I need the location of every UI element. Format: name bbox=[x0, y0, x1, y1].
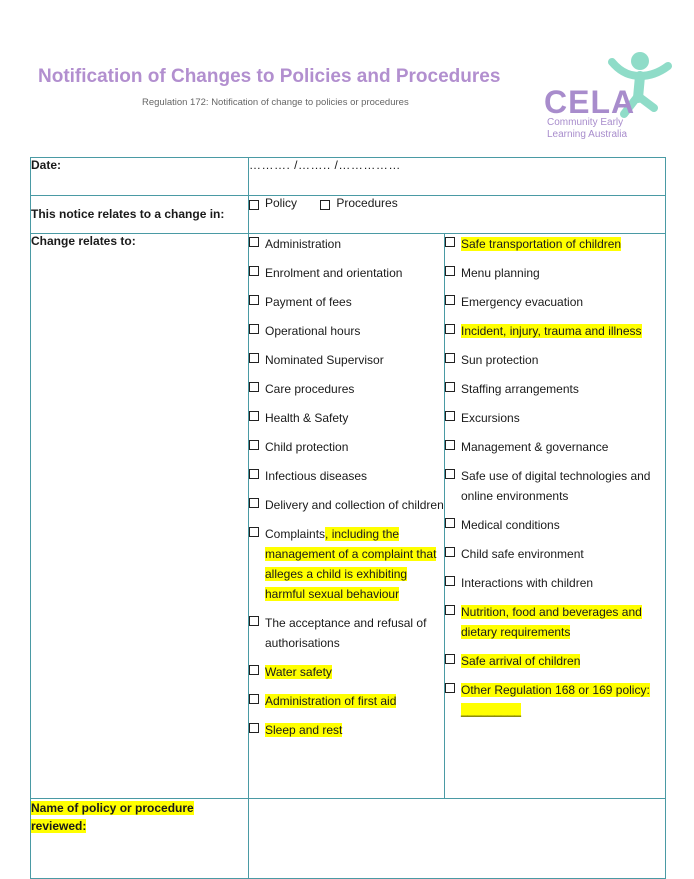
change-option[interactable] bbox=[249, 613, 444, 653]
notice-options bbox=[249, 196, 666, 234]
change-option[interactable] bbox=[249, 495, 444, 515]
checkbox[interactable] bbox=[445, 382, 455, 392]
change-option-label bbox=[265, 437, 444, 457]
option-label: Procedures bbox=[336, 196, 398, 210]
option-text: Delivery and collection of children bbox=[265, 498, 444, 512]
checkbox[interactable] bbox=[249, 440, 259, 450]
checkbox[interactable] bbox=[445, 324, 455, 334]
change-option-label bbox=[461, 651, 665, 671]
checkbox[interactable] bbox=[249, 266, 259, 276]
change-option-label bbox=[265, 613, 444, 653]
change-option[interactable] bbox=[445, 466, 665, 506]
change-option-label bbox=[461, 234, 665, 254]
option-highlighted-text: Administration of first aid bbox=[265, 694, 397, 708]
option-highlighted-text: Safe arrival of children bbox=[461, 654, 581, 668]
option-highlighted-text: Incident, injury, trauma and illness bbox=[461, 324, 642, 338]
option-text: Operational hours bbox=[265, 324, 361, 338]
change-option-label bbox=[265, 234, 444, 254]
page-title: Notification of Changes to Policies and Procedures bbox=[38, 66, 501, 87]
change-option-label bbox=[265, 321, 444, 341]
change-options-left bbox=[249, 234, 445, 799]
checkbox[interactable] bbox=[249, 411, 259, 421]
change-option-label bbox=[265, 662, 444, 682]
name-of-policy-field[interactable] bbox=[249, 799, 666, 879]
checkbox[interactable] bbox=[249, 295, 259, 305]
change-label: Change relates to: bbox=[31, 234, 249, 799]
option-procedures[interactable] bbox=[320, 196, 397, 210]
change-option-label bbox=[461, 515, 665, 535]
change-option[interactable] bbox=[445, 651, 665, 671]
change-option-label bbox=[265, 408, 444, 428]
option-highlighted-text: Safe transportation of children bbox=[461, 237, 622, 251]
option-text: Interactions with children bbox=[461, 576, 594, 590]
checkbox[interactable] bbox=[249, 324, 259, 334]
change-option[interactable] bbox=[249, 662, 444, 682]
change-option-label bbox=[461, 292, 665, 312]
checkbox[interactable] bbox=[249, 469, 259, 479]
page-subtitle: Regulation 172: Notification of change to policies or procedures bbox=[142, 97, 409, 108]
name-of-policy-text: Name of policy or procedure reviewed: bbox=[31, 801, 194, 833]
checkbox[interactable] bbox=[445, 654, 455, 664]
change-options-right bbox=[445, 234, 666, 799]
checkbox[interactable] bbox=[445, 440, 455, 450]
change-option[interactable] bbox=[249, 408, 444, 428]
option-text: Medical conditions bbox=[461, 518, 560, 532]
option-text: Staffing arrangements bbox=[461, 382, 579, 396]
option-text: Menu planning bbox=[461, 266, 540, 280]
checkbox[interactable] bbox=[249, 616, 259, 626]
date-field[interactable]: ………. /…….. /…………… bbox=[249, 158, 666, 196]
change-option[interactable] bbox=[249, 524, 444, 604]
change-option-label bbox=[265, 350, 444, 370]
logo-tagline bbox=[547, 117, 627, 141]
change-option[interactable] bbox=[249, 350, 444, 370]
checkbox[interactable] bbox=[249, 694, 259, 704]
change-option[interactable] bbox=[445, 350, 665, 370]
change-option-label bbox=[461, 602, 665, 642]
option-highlighted-text: Nutrition, food and beverages and dietary requirements bbox=[461, 605, 642, 639]
option-policy[interactable] bbox=[249, 196, 297, 210]
change-option-label bbox=[461, 379, 665, 399]
checkbox[interactable] bbox=[249, 200, 259, 210]
option-text: Health & Safety bbox=[265, 411, 349, 425]
option-text: Safe use of digital technologies and online environments bbox=[461, 469, 651, 503]
change-option-label bbox=[265, 691, 444, 711]
option-text: Management & governance bbox=[461, 440, 609, 454]
checkbox[interactable] bbox=[445, 295, 455, 305]
change-option-label bbox=[265, 720, 444, 740]
change-option[interactable] bbox=[445, 544, 665, 564]
change-option[interactable] bbox=[445, 437, 665, 457]
change-option[interactable] bbox=[445, 515, 665, 535]
option-text: Child safe environment bbox=[461, 547, 584, 561]
option-highlighted-text: Water safety bbox=[265, 665, 332, 679]
option-highlighted-text: , including the management of a complaint that alleges a child is exhibiting harmful sexual behaviour bbox=[265, 527, 437, 601]
cela-logo bbox=[544, 50, 674, 145]
change-option-label bbox=[265, 495, 444, 515]
change-option[interactable] bbox=[445, 321, 665, 341]
change-option[interactable] bbox=[445, 408, 665, 428]
change-option-label bbox=[265, 466, 444, 486]
change-option[interactable] bbox=[445, 234, 665, 254]
checkbox[interactable] bbox=[445, 547, 455, 557]
change-option-label bbox=[461, 437, 665, 457]
option-label: Policy bbox=[265, 196, 298, 210]
checkbox[interactable] bbox=[249, 665, 259, 675]
change-option-label bbox=[265, 524, 444, 604]
change-option-label bbox=[265, 292, 444, 312]
change-option-label bbox=[461, 680, 665, 720]
change-option[interactable] bbox=[249, 437, 444, 457]
change-option-label bbox=[461, 321, 665, 341]
checkbox[interactable] bbox=[249, 723, 259, 733]
option-text: Complaints bbox=[265, 527, 326, 541]
change-option[interactable] bbox=[445, 263, 665, 283]
change-option[interactable] bbox=[249, 691, 444, 711]
notice-label: This notice relates to a change in: bbox=[31, 196, 249, 234]
checkbox[interactable] bbox=[445, 411, 455, 421]
checkbox[interactable] bbox=[445, 353, 455, 363]
change-option-label bbox=[461, 408, 665, 428]
checkbox[interactable] bbox=[249, 382, 259, 392]
logo-tagline-line-2: Learning Australia bbox=[547, 129, 628, 140]
name-of-policy-label bbox=[31, 799, 249, 879]
option-text: Excursions bbox=[461, 411, 520, 425]
change-option-label bbox=[265, 379, 444, 399]
change-option[interactable] bbox=[445, 680, 665, 720]
checkbox[interactable] bbox=[249, 498, 259, 508]
option-highlighted-text: Sleep and rest bbox=[265, 723, 343, 737]
notification-form bbox=[30, 157, 666, 879]
checkbox[interactable] bbox=[445, 576, 455, 586]
change-option[interactable] bbox=[249, 263, 444, 283]
option-text: Sun protection bbox=[461, 353, 539, 367]
change-option[interactable] bbox=[249, 321, 444, 341]
date-label: Date: bbox=[31, 158, 249, 196]
change-option[interactable] bbox=[445, 292, 665, 312]
change-option[interactable] bbox=[249, 234, 444, 254]
change-option[interactable] bbox=[249, 379, 444, 399]
option-text: Infectious diseases bbox=[265, 469, 368, 483]
logo-wordmark: CELA bbox=[544, 84, 636, 120]
checkbox[interactable] bbox=[445, 469, 455, 479]
change-option[interactable] bbox=[445, 573, 665, 593]
option-text: The acceptance and refusal of authorisations bbox=[265, 616, 427, 650]
change-option-label bbox=[461, 466, 665, 506]
change-option-label bbox=[461, 263, 665, 283]
change-option[interactable] bbox=[249, 292, 444, 312]
checkbox[interactable] bbox=[320, 200, 330, 210]
checkbox[interactable] bbox=[249, 237, 259, 247]
logo-tagline-line-1: Community Early bbox=[547, 117, 624, 128]
change-option[interactable] bbox=[249, 720, 444, 740]
checkbox[interactable] bbox=[445, 683, 455, 693]
option-text: Nominated Supervisor bbox=[265, 353, 384, 367]
option-text: Enrolment and orientation bbox=[265, 266, 403, 280]
change-option[interactable] bbox=[249, 466, 444, 486]
option-text: Payment of fees bbox=[265, 295, 352, 309]
option-highlighted-text: Other Regulation 168 or 169 policy: _________ bbox=[461, 683, 650, 717]
option-text: Care procedures bbox=[265, 382, 355, 396]
checkbox[interactable] bbox=[249, 527, 259, 537]
checkbox[interactable] bbox=[445, 237, 455, 247]
change-option-label bbox=[461, 350, 665, 370]
option-text: Emergency evacuation bbox=[461, 295, 584, 309]
checkbox[interactable] bbox=[445, 605, 455, 615]
checkbox[interactable] bbox=[445, 266, 455, 276]
option-text: Administration bbox=[265, 237, 342, 251]
change-option-label bbox=[461, 544, 665, 564]
change-option-label bbox=[461, 573, 665, 593]
change-option[interactable] bbox=[445, 379, 665, 399]
change-option[interactable] bbox=[445, 602, 665, 642]
change-option-label bbox=[265, 263, 444, 283]
option-text: Child protection bbox=[265, 440, 349, 454]
checkbox[interactable] bbox=[445, 518, 455, 528]
checkbox[interactable] bbox=[249, 353, 259, 363]
